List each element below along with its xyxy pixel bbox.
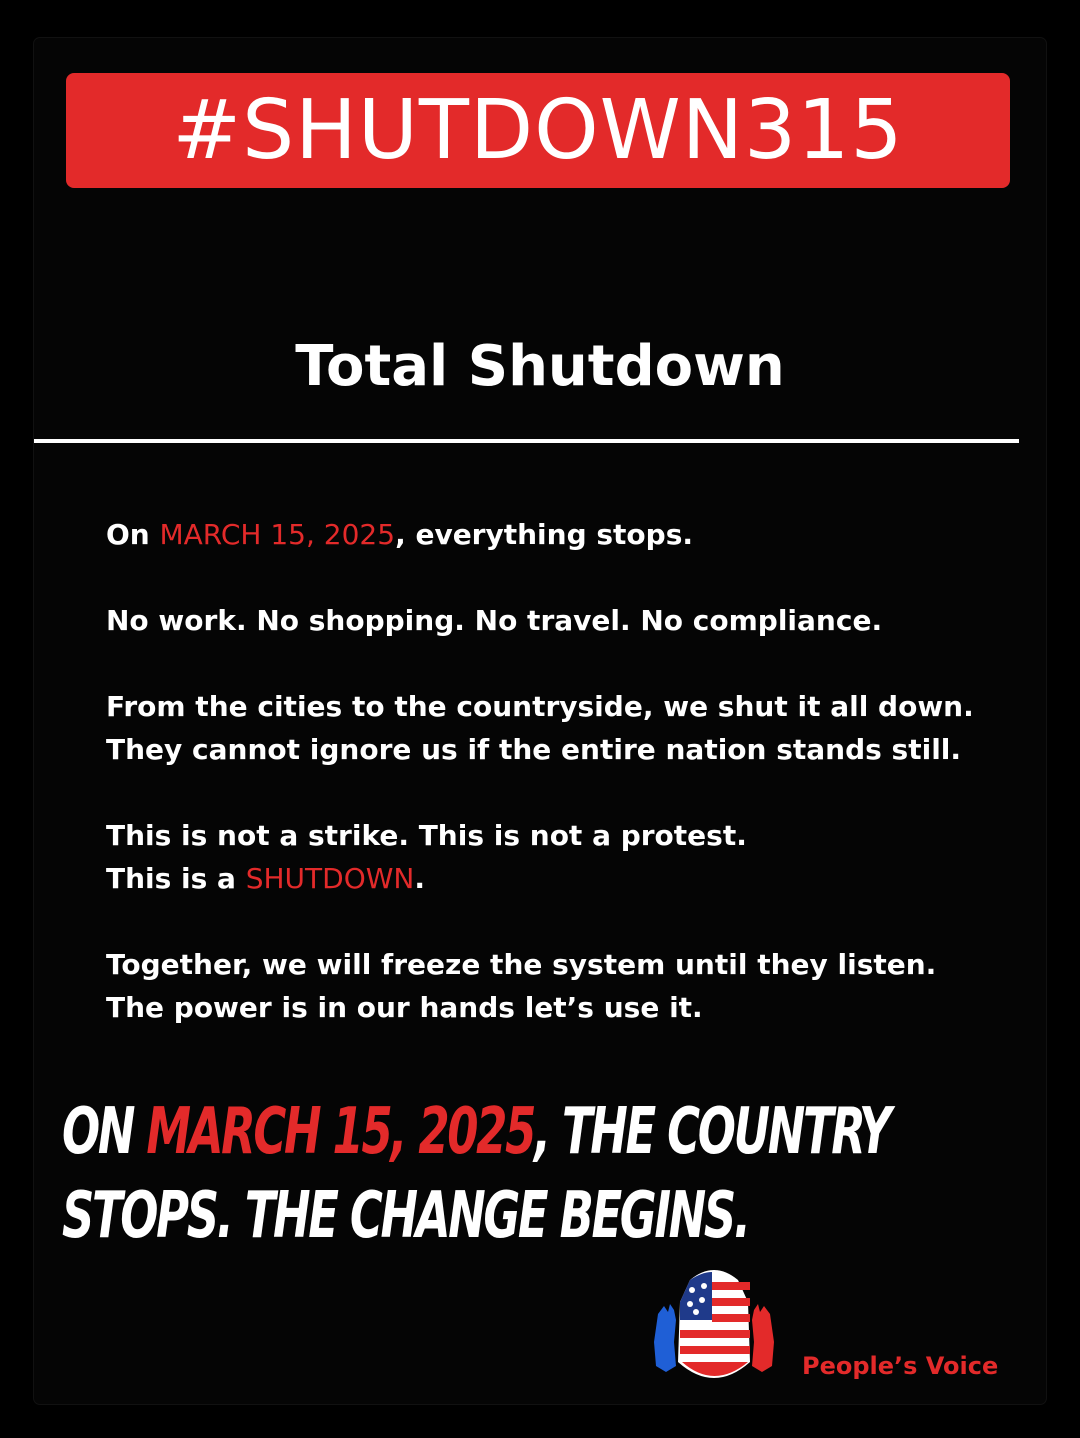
date-highlight: MARCH 15, 2025 [159, 518, 396, 551]
slogan-date-highlight: MARCH 15, 2025 [146, 1095, 534, 1169]
paragraph-cities [106, 685, 1036, 771]
slogan [62, 1090, 890, 1258]
hashtag-banner [66, 73, 1010, 188]
hashtag-text: #SHUTDOWN315 [172, 82, 904, 178]
paragraph-strike-line1: This is not a strike. This is not a protest. [106, 819, 747, 852]
paragraph-cities-line2: They cannot ignore us if the entire nation stands still. [106, 733, 962, 766]
paragraph-date [106, 513, 1036, 556]
shutdown-highlight: SHUTDOWN [245, 862, 415, 895]
paragraph-together-line2: The power is in our hands let’s use it. [106, 991, 703, 1024]
flag-fist-logo-icon [650, 1262, 778, 1398]
slogan-line1-before: ON [62, 1095, 147, 1169]
logo-caption: People’s Voice [802, 1352, 999, 1380]
paragraph-no-work: No work. No shopping. No travel. No compliance. [106, 604, 883, 637]
paragraph-strike [106, 814, 1036, 900]
paragraph-strike-line2-after: . [414, 862, 425, 895]
paragraph-strike-line2-before: This is a [106, 862, 246, 895]
title-divider [34, 439, 1019, 443]
paragraph-date-after: , everything stops. [395, 518, 694, 551]
paragraph-date-before: On [106, 518, 160, 551]
page-title: Total Shutdown [295, 334, 785, 399]
slogan-line2: STOPS. THE CHANGE BEGINS. [62, 1179, 749, 1253]
paragraph-cities-line1: From the cities to the countryside, we shut it all down. [106, 690, 974, 723]
paragraph-together [106, 943, 1036, 1029]
body-text [106, 513, 1036, 1072]
paragraph-together-line1: Together, we will freeze the system until they listen. [106, 948, 937, 981]
slogan-line1-after: , THE COUNTRY [533, 1095, 890, 1169]
